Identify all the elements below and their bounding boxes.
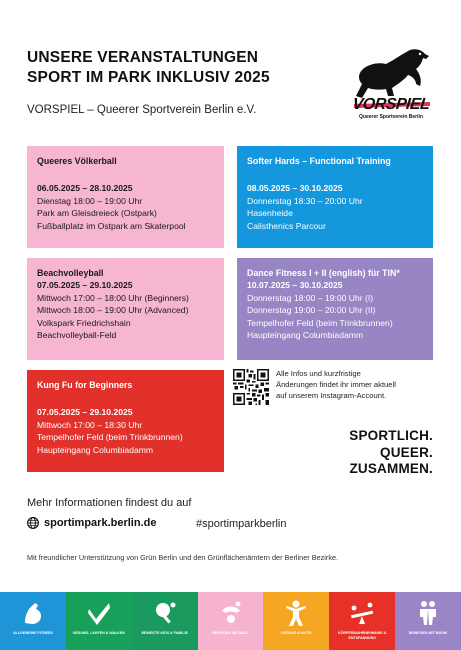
instagram-info-text [276,368,426,401]
card-line: Tempelhofer Feld (beim Trinkbrunnen) [247,317,393,328]
category-label: KÖRPERWAHRNEHMUNG & ENTSPANNUNG [338,631,387,640]
card-beachvolleyball [27,258,224,360]
card-title: Dance Fitness I + II (english) für TIN* [247,268,400,278]
title-line-1: UNSERE VERANSTALTUNGEN [27,49,259,66]
card-line: Haupteingang Columbiadamm [247,330,364,341]
category-label: GESUND & AKTIV [281,631,312,635]
card-line: Donnerstag 18:30 – 20:00 Uhr [247,195,363,206]
figures-icon [415,599,441,627]
page-title [27,48,327,88]
card-line: Dienstag 18:00 – 19:00 Uhr [37,195,143,206]
card-dates: 08.05.2025 – 30.10.2025 [247,183,343,194]
card-line: Haupteingang Columbiadamm [37,444,154,455]
logo-wordmark: VORSPIEL [351,96,431,113]
hashtag: #sportimparkberlin [196,518,287,530]
card-line: Hasenheide [247,208,293,219]
card-line: Mittwoch 17:00 – 18:30 Uhr [37,419,143,430]
info-line: Alle Infos und kurzfristige [276,369,361,378]
arm-icon [20,599,46,627]
card-title: Queeres Völkerball [37,156,117,166]
card-kung-fu [27,370,224,472]
card-title: Beachvolleyball [37,268,104,278]
person-icon [283,599,309,627]
category-label: BEWEGTE KIDS & FAMILIE [141,631,188,635]
category-kids [132,592,198,650]
slogan-line: QUEER. [380,444,433,460]
info-line: auf unserem Instagram-Account. [276,391,387,400]
card-dates: 06.05.2025 – 28.10.2025 [37,183,133,194]
card-line: Mittwoch 18:00 – 19:00 Uhr (Advanced) [37,305,189,316]
subtitle: VORSPIEL – Queerer Sportverein Berlin e.V. [27,104,257,116]
ball-icon [218,599,244,627]
card-dates: 07.05.2025 – 29.10.2025 [37,280,133,291]
category-bar [0,592,461,650]
slogan-line: SPORTLICH. [349,428,433,443]
globe-icon [27,517,39,529]
card-line: Beachvolleyball-Feld [37,330,117,341]
title-line-2: SPORT IM PARK INKLUSIV 2025 [27,69,270,86]
card-title: Softer Hards – Functional Training [247,156,391,166]
qr-code-icon[interactable] [233,369,269,405]
card-line: Donnerstag 19:00 – 20:00 Uhr (II) [247,305,376,316]
category-label: BEWEGEN MIT BALL [212,631,249,635]
card-line: Fußballplatz im Ostpark am Skaterpool [37,220,186,231]
category-relaxation [329,592,395,650]
card-line: Donnerstag 18:00 – 19:00 Uhr (I) [247,292,374,303]
card-line: Park am Gleisdreieck (Ostpark) [37,208,157,219]
slogan [349,428,433,478]
card-line: Calisthenics Parcour [247,220,326,231]
card-title: Kung Fu for Beginners [37,380,133,390]
category-label: ALLGEMEINE FITNESS [13,631,53,635]
card-dance-fitness [237,258,433,360]
seesaw-icon [349,599,375,627]
card-line: Mittwoch 17:00 – 18:00 Uhr (Beginners) [37,292,189,303]
support-text: Mit freundlicher Unterstützung von Grün Berlin und den Grünflächenämtern der Berliner Bezirke. [27,553,339,562]
website-url[interactable]: sportimpark.berlin.de [44,517,157,529]
category-fitness [0,592,66,650]
info-line: Änderungen findet ihr immer aktuell [276,380,396,389]
slogan-line: ZUSAMMEN. [349,461,433,476]
card-dates: 10.07.2025 – 30.10.2025 [247,280,343,291]
card-line: Tempelhofer Feld (beim Trinkbrunnen) [37,432,183,443]
more-info-text: Mehr Informationen findest du auf [27,497,192,509]
card-line: Volkspark Friedrichshain [37,317,131,328]
category-active [263,592,329,650]
table-tennis-icon [152,599,178,627]
category-music [395,592,461,650]
category-label: GESUND, LAUFEN & WALKEN [72,631,125,635]
category-label: BEWEGEN MIT MUSIK [408,631,448,635]
heart-check-icon [86,599,112,627]
category-ball [198,592,264,650]
card-voelkerball [27,146,224,248]
logo-subline: Queerer Sportverein Berlin [359,114,423,120]
card-softer-hards [237,146,433,248]
website-link[interactable] [27,517,156,529]
category-running [66,592,132,650]
card-dates: 07.05.2025 – 29.10.2025 [37,407,133,418]
